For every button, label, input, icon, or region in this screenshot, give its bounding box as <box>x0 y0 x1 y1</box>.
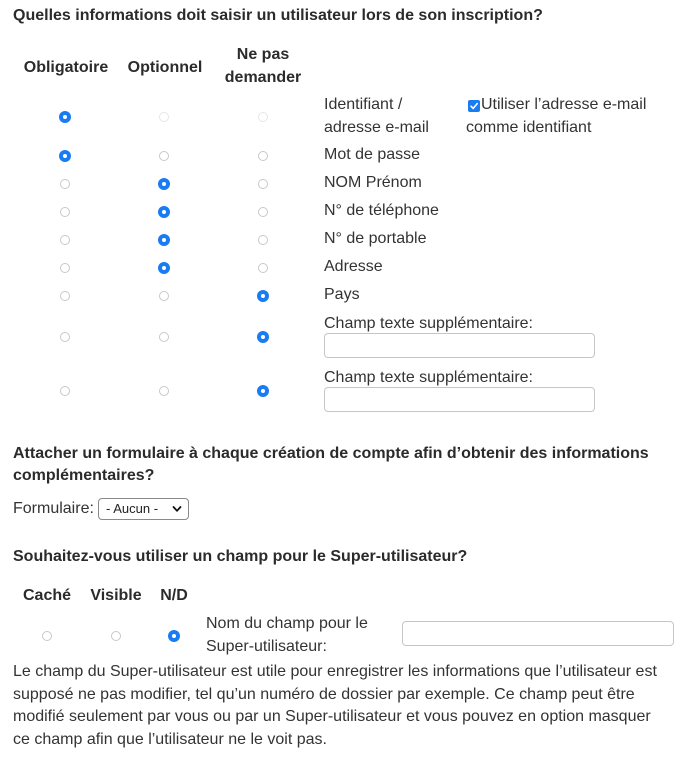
radio-extra-field-2-optional[interactable] <box>159 386 169 396</box>
radio-password-optional[interactable] <box>159 151 169 161</box>
field-label-name: NOM Prénom <box>324 174 422 191</box>
column-na-header: N/D <box>160 587 188 604</box>
form-label: Formulaire: <box>13 500 94 517</box>
column-required-header: Obligatoire <box>23 59 109 76</box>
extra-field-2-input[interactable] <box>324 387 595 412</box>
field-label-country: Pays <box>324 286 360 303</box>
radio-super-user-hidden[interactable] <box>42 631 52 641</box>
radio-mobile-required[interactable] <box>60 235 70 245</box>
email-as-identifier-checkbox[interactable] <box>468 100 480 112</box>
email-as-identifier-label-cont: comme identifiant <box>466 119 592 136</box>
radio-name-required[interactable] <box>60 179 70 189</box>
field-label-identifier: Identifiant / adresse e-mail <box>324 96 429 136</box>
radio-super-user-na[interactable] <box>168 630 180 642</box>
radio-country-optional[interactable] <box>159 291 169 301</box>
radio-extra-field-1-required[interactable] <box>60 332 70 342</box>
radio-name-do-not-ask[interactable] <box>258 179 268 189</box>
checkmark-icon <box>469 101 479 111</box>
email-as-identifier-label: Utiliser l’adresse e-mail <box>481 96 647 113</box>
field-label-extra-1: Champ texte supplémentaire: <box>324 315 533 332</box>
radio-name-optional[interactable] <box>158 178 170 190</box>
radio-phone-required[interactable] <box>60 207 70 217</box>
radio-country-do-not-ask[interactable] <box>257 290 269 302</box>
super-user-field-label: Nom du champ pour le Super-utilisateur: <box>206 615 368 655</box>
radio-password-do-not-ask[interactable] <box>258 151 268 161</box>
field-label-mobile: N° de portable <box>324 230 427 247</box>
field-label-phone: N° de téléphone <box>324 202 439 219</box>
chevron-down-icon <box>172 504 182 514</box>
radio-extra-field-2-do-not-ask[interactable] <box>257 385 269 397</box>
radio-address-do-not-ask[interactable] <box>258 263 268 273</box>
radio-phone-do-not-ask[interactable] <box>258 207 268 217</box>
registration-fields-heading: Quelles informations doit saisir un utilisateur lors de son inscription? <box>13 7 543 24</box>
radio-super-user-visible[interactable] <box>111 631 121 641</box>
radio-mobile-do-not-ask[interactable] <box>258 235 268 245</box>
field-label-extra-2: Champ texte supplémentaire: <box>324 369 533 386</box>
radio-extra-field-1-optional[interactable] <box>159 332 169 342</box>
radio-address-optional[interactable] <box>158 262 170 274</box>
attach-form-heading: Attacher un formulaire à chaque création de compte afin d’obtenir des informations complémentaires? <box>13 445 649 484</box>
extra-field-1-input[interactable] <box>324 333 595 358</box>
column-do-not-ask-header: Ne pas demander <box>224 46 302 86</box>
radio-identifier-required[interactable] <box>59 111 71 123</box>
radio-extra-field-2-required[interactable] <box>60 386 70 396</box>
column-visible-header: Visible <box>90 587 142 604</box>
radio-address-required[interactable] <box>60 263 70 273</box>
column-optional-header: Optionnel <box>127 59 203 76</box>
super-user-heading: Souhaitez-vous utiliser un champ pour le Super-utilisateur? <box>13 548 468 565</box>
field-label-address: Adresse <box>324 258 383 275</box>
radio-country-required[interactable] <box>60 291 70 301</box>
radio-password-required[interactable] <box>59 150 71 162</box>
form-select[interactable]: - Aucun - <box>98 498 189 520</box>
radio-identifier-do-not-ask <box>258 112 268 122</box>
radio-mobile-optional[interactable] <box>158 234 170 246</box>
super-user-field-input[interactable] <box>402 621 674 646</box>
radio-phone-optional[interactable] <box>158 206 170 218</box>
radio-identifier-optional <box>159 112 169 122</box>
column-hidden-header: Caché <box>22 587 72 604</box>
field-label-password: Mot de passe <box>324 146 421 163</box>
super-user-description: Le champ du Super-utilisateur est utile pour enregistrer les informations que l’utilisateur est supposé ne pas modifier, tel qu’un numéro de dossier par exemple. Ce champ peut être modifié seulement par vous ou par un Super-utilisateur et vous pouvez en option masquer ce champ afin que l’utilisateur ne le voit pas. <box>13 663 657 748</box>
radio-extra-field-1-do-not-ask[interactable] <box>257 331 269 343</box>
